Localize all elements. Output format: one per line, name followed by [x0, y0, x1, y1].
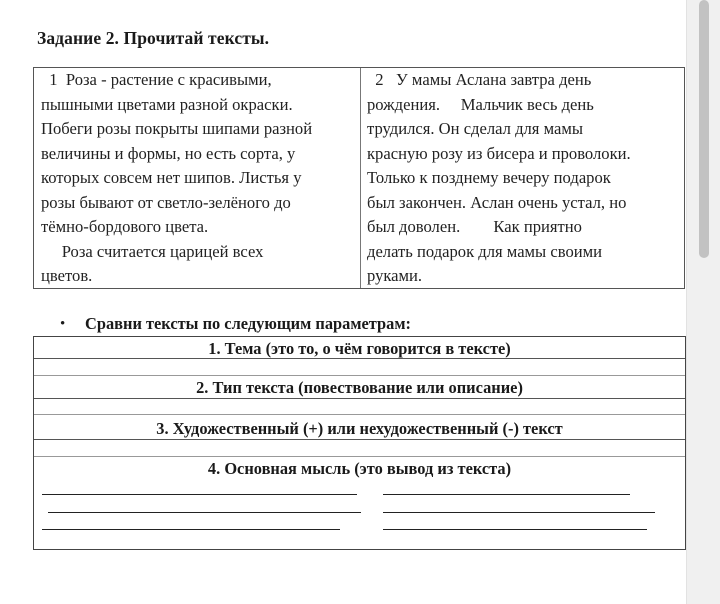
text-2: [367, 68, 683, 289]
text-2-line: трудился. Он сделал для мамы: [367, 119, 583, 138]
text-2-line: красную розу из бисера и проволоки.: [367, 143, 631, 163]
text-1-line: розы бывают от светло-зелёного до: [41, 192, 291, 212]
text-1-line: величины и формы, но есть сорта, у: [41, 143, 296, 163]
column-divider: [360, 68, 361, 288]
text-1-line: цветов.: [41, 266, 93, 285]
bullet-marker: •: [60, 316, 66, 332]
row-divider: [34, 398, 685, 399]
answer-line: [42, 529, 340, 530]
param-1-heading: 1. Тема (это то, о чём говорится в тексте): [208, 339, 511, 358]
param-4-heading: 4. Основная мысль (это вывод из текста): [207, 459, 512, 478]
answer-row-line: [34, 375, 685, 376]
text-2-line: рождения. Мальчик весь день: [367, 94, 594, 114]
answer-row-line: [34, 414, 685, 415]
compare-heading: Сравни тексты по следующим параметрам:: [85, 314, 411, 333]
text-2-line: был закончен. Аслан очень устал, но: [367, 192, 627, 212]
text-1-line: которых совсем нет шипов. Листья у: [41, 168, 302, 187]
answer-line: [48, 512, 361, 513]
text-1-line: Побеги розы покрыты шипами разной: [41, 119, 313, 138]
answer-line: [383, 512, 655, 513]
texts-table: [33, 67, 685, 289]
text-1-line: тёмно-бордового цвета.: [41, 217, 209, 236]
text-2-line: руками.: [367, 266, 423, 285]
text-1-line: Роза считается царицей всех: [41, 241, 264, 261]
text-1-line: 1 Роза - растение с красивыми,: [41, 70, 272, 89]
answer-row-line: [34, 456, 685, 457]
row-divider: [34, 358, 685, 359]
param-2-heading: 2. Тип текста (повествование или описание): [196, 378, 523, 397]
task-title: Задание 2. Прочитай тексты.: [37, 28, 270, 48]
row-divider: [34, 439, 685, 440]
answer-line: [42, 494, 357, 495]
scrollbar[interactable]: [686, 0, 720, 604]
text-1: [41, 68, 357, 289]
scrollbar-thumb[interactable]: [699, 0, 709, 258]
text-2-line: был доволен. Как приятно: [367, 217, 582, 236]
text-2-line: 2 У мамы Аслана завтра день: [367, 70, 592, 89]
text-2-line: Только к позднему вечеру подарок: [367, 168, 611, 187]
param-3-heading: 3. Художественный (+) или нехудожественный (-) текст: [156, 419, 563, 438]
parameters-table: [33, 336, 686, 550]
text-1-line: пышными цветами разной окраски.: [41, 94, 293, 114]
text-2-line: делать подарок для мамы своими: [367, 241, 603, 261]
answer-line: [383, 529, 647, 530]
answer-line: [383, 494, 630, 495]
